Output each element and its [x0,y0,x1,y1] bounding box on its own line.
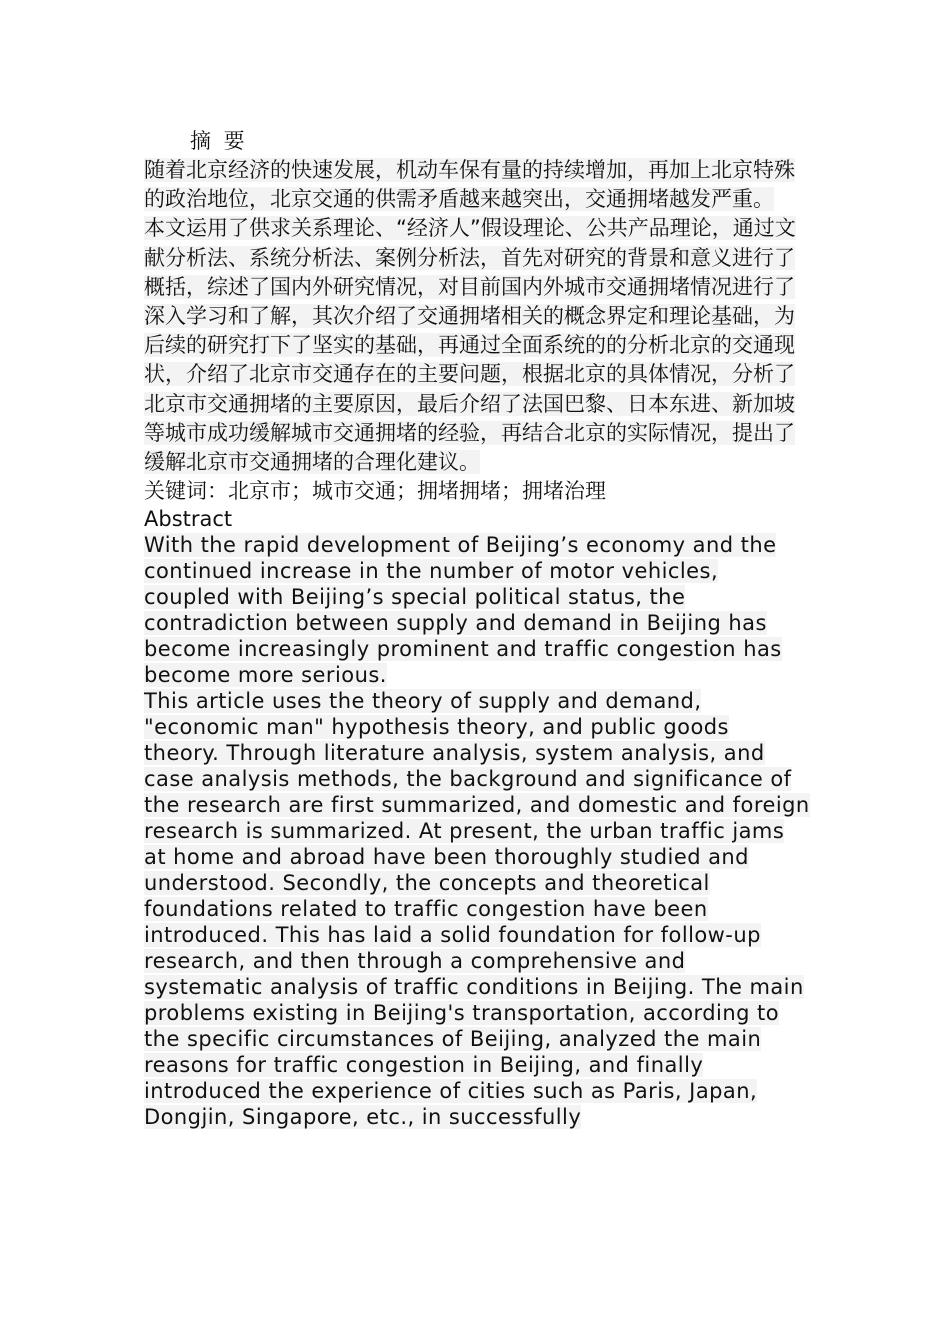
abstract-cn-keywords: 关键词：北京市；城市交通；拥堵拥堵；拥堵治理 [144,479,606,504]
abstract-en-paragraph-1-text: With the rapid development of Beijing’s economy and the continued increase in the number of motor vehicles, coupled with Beijing’s special political status, the contradiction between supply and demand in Beijing has become increasingly prominent and traffic congestion has become more serious. [144,533,782,688]
abstract-cn-paragraph-2-text: 本文运用了供求关系理论、“经济人”假设理论、公共产品理论，通过文献分析法、系统分析法、案例分析法，首先对研究的背景和意义进行了概括，综述了国内外研究情况，对目前国内外城市交通拥堵情况进行了深入学习和了解，其次介绍了交通拥堵相关的概念界定和理论基础，为后续的研究打下了坚实的基础，再通过全面系统的的分析北京的交通现状，介绍了北京市交通存在的主要问题，根据北京的具体情况，分析了北京市交通拥堵的主要原因，最后介绍了法国巴黎、日本东进、新加坡等城市成功缓解城市交通拥堵的经验，再结合北京的实际情况，提出了缓解北京市交通拥堵的合理化建议。 [144,216,796,475]
abstract-en-title: Abstract [144,507,233,532]
abstract-en-paragraph-1 [144,532,810,688]
abstract-cn-title: 摘 要 [190,129,248,153]
abstract-en-paragraph-2-text: This article uses the theory of supply and demand, "economic man" hypothesis theory, and public goods theory. Through literature analysis, system analysis, and case analysis methods, the background and significance of the research are first summarized, and domestic and foreign research is summarized. At present, the urban traffic jams at home and abroad have been thoroughly studied and understood. Secondly, the concepts and theoretical foundations related to traffic congestion have been introduced. This has laid a solid foundation for follow-up research, and then through a comprehensive and systematic analysis of traffic conditions in Beijing. The main problems existing in Beijing's transportation, according to the specific circumstances of Beijing, analyzed the main reasons for traffic congestion in Beijing, and finally introduced the experience of cities such as Paris, Japan, Dongjin, Singapore, etc., in successfully [144,689,810,1130]
document-page [144,128,810,1130]
abstract-en-paragraph-2 [144,688,810,1130]
abstract-cn-paragraph-2 [144,214,810,477]
abstract-cn-paragraph-1-text: 随着北京经济的快速发展，机动车保有量的持续增加，再加上北京特殊的政治地位，北京交通的供需矛盾越来越突出，交通拥堵越发严重。 [144,158,795,212]
abstract-cn-paragraph-1 [144,156,810,214]
